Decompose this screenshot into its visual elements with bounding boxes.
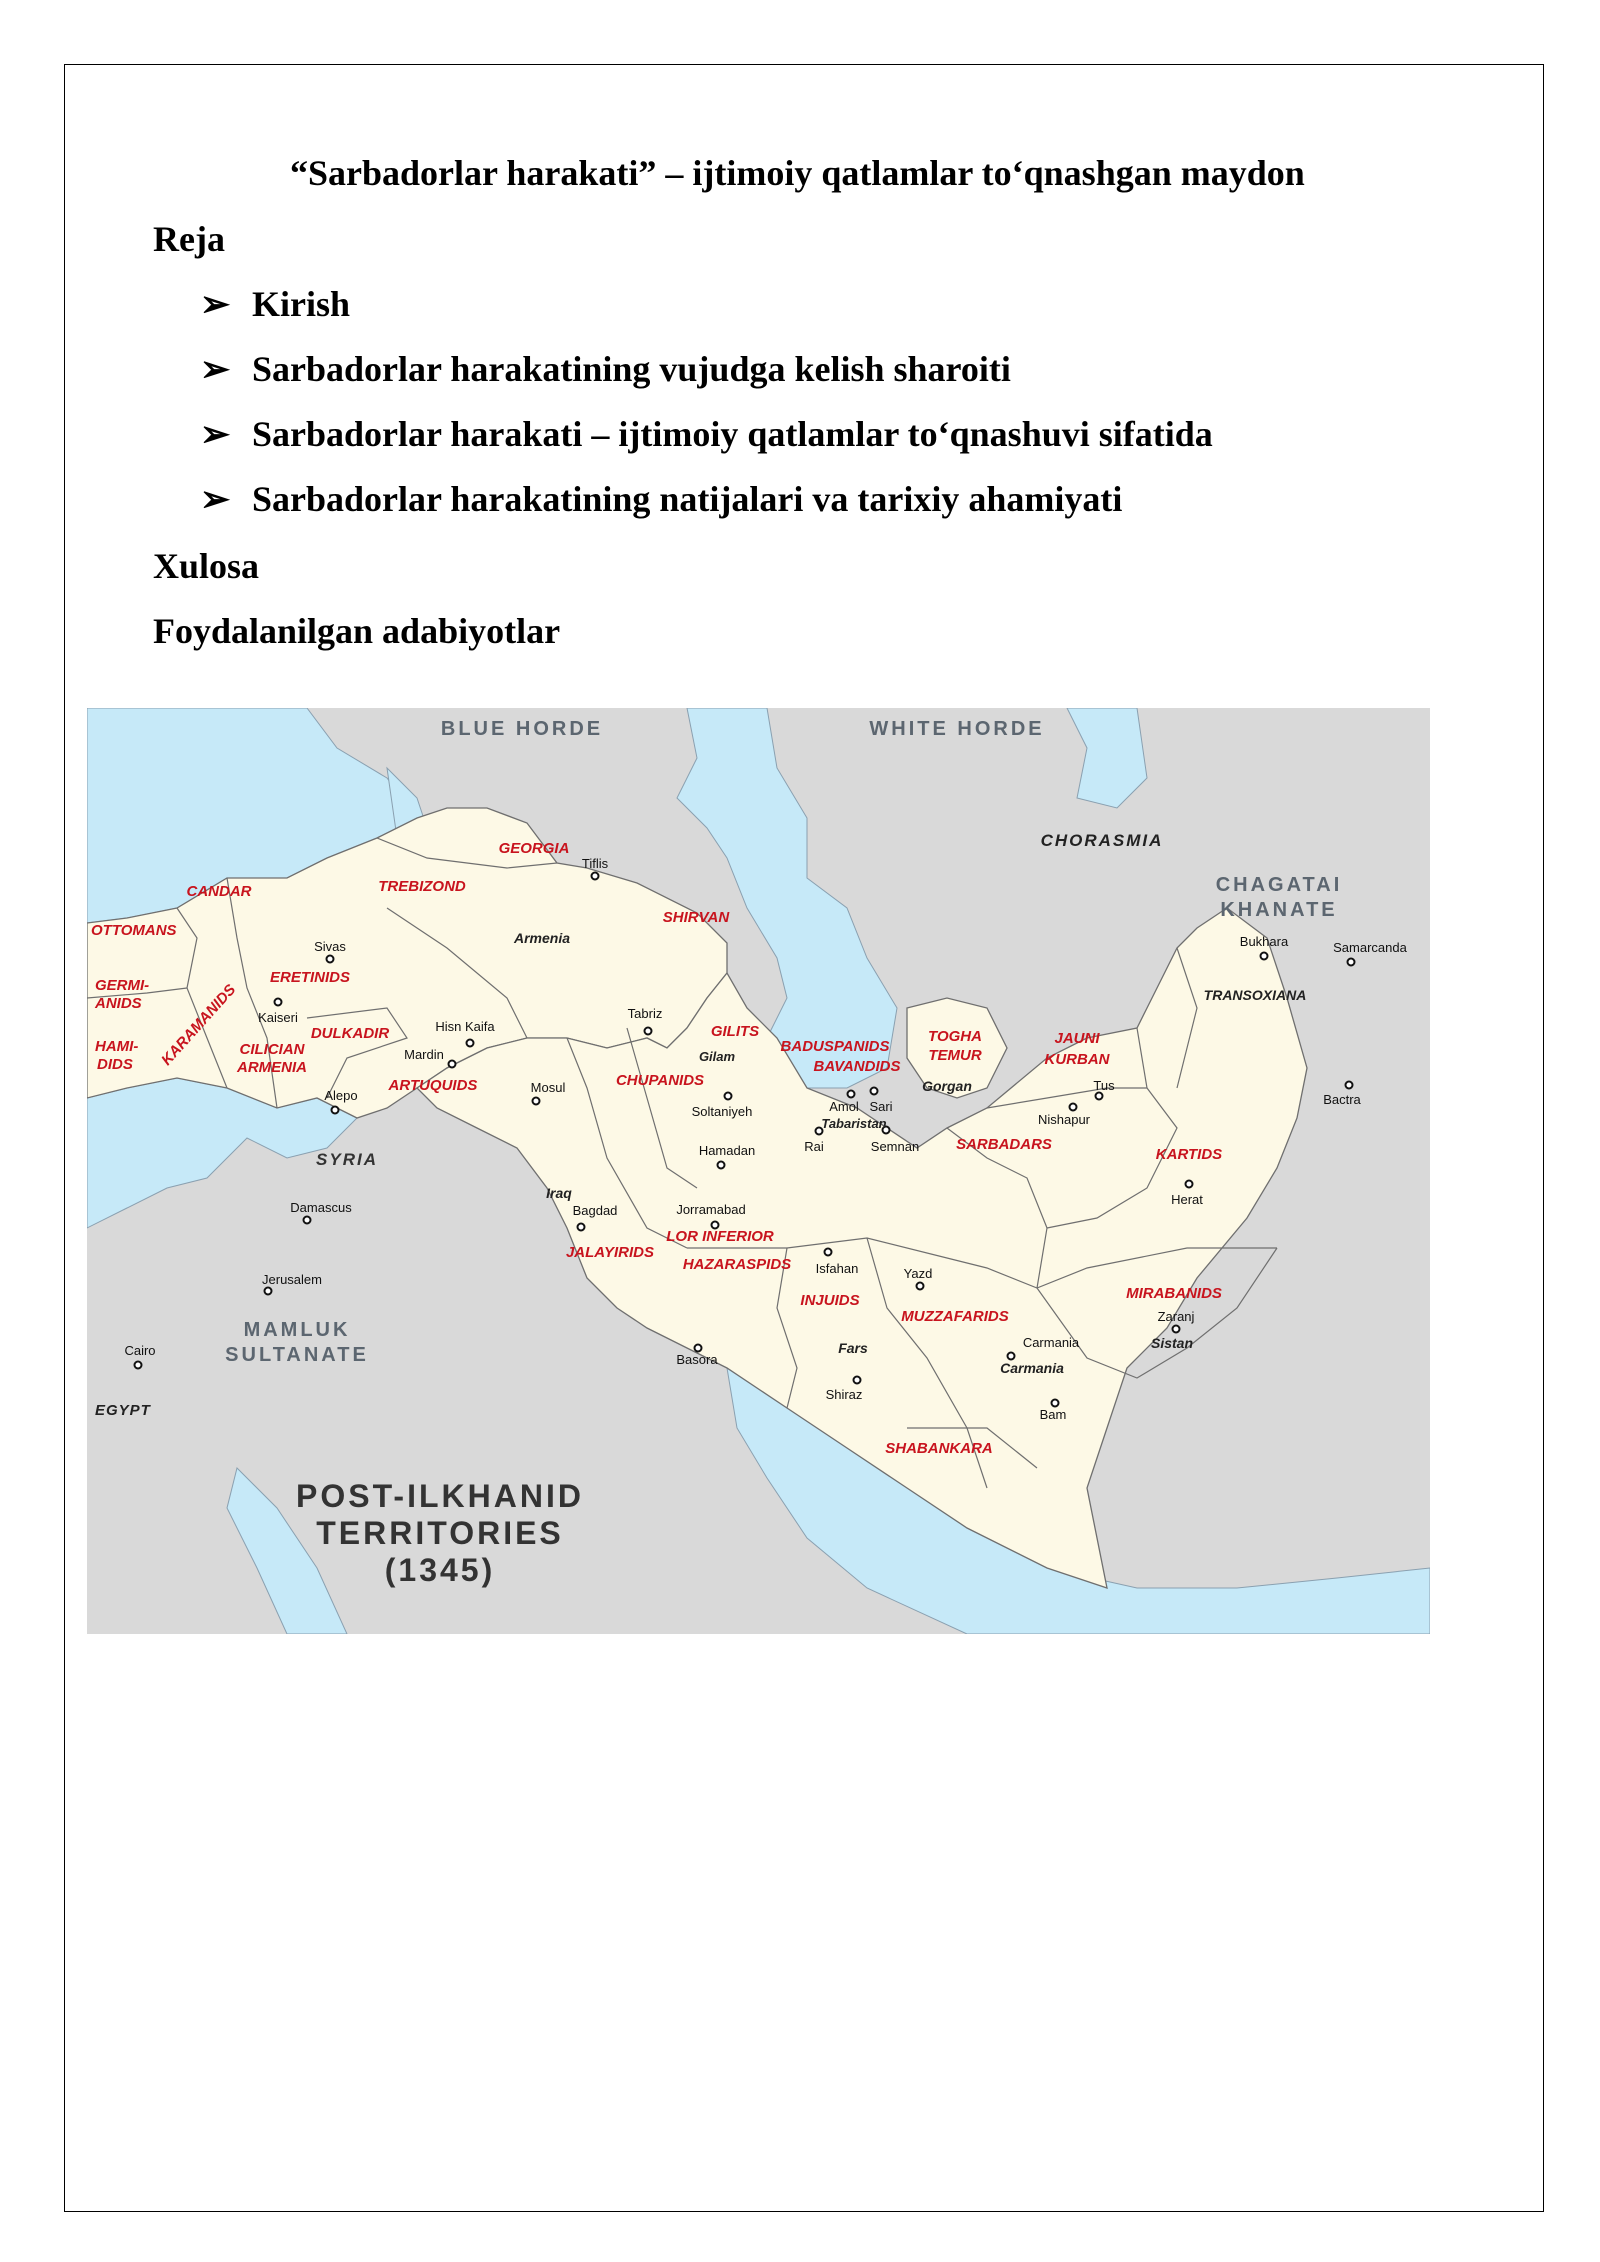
city-dot [917, 1283, 924, 1290]
city-label: Jorramabad [676, 1202, 746, 1217]
map-region-label: TRANSOXIANA [1203, 987, 1307, 1003]
province-label: Iraq [546, 1185, 572, 1201]
city-label: Basora [676, 1352, 718, 1367]
dynasty-label: DULKADIR [310, 1025, 390, 1042]
city-dot [1348, 959, 1355, 966]
city-label: Alepo [324, 1088, 358, 1103]
plan-item-label: Sarbadorlar harakatining natijalari va tarixiy ahamiyati [252, 479, 1123, 519]
dynasty-label: ERETINIDS [269, 969, 351, 986]
province-label: Carmania [1000, 1360, 1064, 1376]
city-label: Hamadan [698, 1143, 756, 1158]
dynasty-label: ARTUQUIDS [388, 1077, 478, 1094]
city-label: Mosul [530, 1080, 566, 1095]
city-label: Herat [1171, 1192, 1203, 1207]
province-label: Fars [838, 1340, 868, 1356]
document-title: “Sarbadorlar harakati” – ijtimoiy qatlamlar to‘qnashgan maydon [290, 153, 1305, 193]
city-label: Bagdad [572, 1203, 618, 1218]
city-label: Hisn Kaifa [435, 1019, 495, 1034]
city-dot [467, 1040, 474, 1047]
city-dot [848, 1091, 855, 1098]
dynasty-label: HAMI- [95, 1038, 139, 1055]
conclusion-heading: Xulosa [153, 546, 260, 586]
city-dot [645, 1028, 652, 1035]
dynasty-label: JALAYIRIDS [565, 1244, 655, 1261]
map-title-line: POST-ILKHANID [296, 1478, 584, 1514]
city-label: Sivas [314, 939, 346, 954]
dynasty-label: GEORGIA [498, 840, 570, 857]
province-label: Tabaristan [821, 1116, 887, 1131]
arrow-bullet-icon: ➢ [200, 414, 231, 454]
city-dot [871, 1088, 878, 1095]
map-region-label: MAMLUK [243, 1319, 351, 1341]
dynasty-label: TREBIZOND [378, 878, 466, 895]
city-label: Cairo [124, 1343, 156, 1358]
plan-item [200, 413, 1213, 455]
dynasty-label: SHABANKARA [885, 1440, 993, 1457]
city-dot [854, 1377, 861, 1384]
city-label: Soltaniyeh [691, 1104, 753, 1119]
city-dot [1070, 1104, 1077, 1111]
plan-item [200, 283, 350, 325]
city-dot [304, 1217, 311, 1224]
dynasty-label: OTTOMANS [91, 922, 177, 939]
arrow-bullet-icon: ➢ [200, 349, 231, 389]
dynasty-label: MIRABANIDS [1126, 1285, 1222, 1302]
city-dot [1052, 1400, 1059, 1407]
arrow-bullet-icon: ➢ [200, 479, 231, 519]
plan-item-label: Kirish [252, 284, 351, 324]
city-dot [712, 1222, 719, 1229]
city-label: Jerusalem [262, 1272, 322, 1287]
city-dot [135, 1362, 142, 1369]
city-dot [275, 999, 282, 1006]
plan-item-label: Sarbadorlar harakatining vujudga kelish sharoiti [252, 349, 1011, 389]
dynasty-label: MUZZAFARIDS [901, 1308, 1009, 1325]
dynasty-label: CHUPANIDS [615, 1072, 705, 1089]
map-region-label: SULTANATE [225, 1344, 369, 1366]
city-dot [1008, 1353, 1015, 1360]
dynasty-label: JAUNI [1054, 1030, 1100, 1047]
city-label: Rai [804, 1139, 824, 1154]
map-title-line: (1345) [384, 1552, 496, 1588]
city-label: Shiraz [825, 1387, 863, 1402]
city-dot [1173, 1326, 1180, 1333]
dynasty-label: KURBAN [1044, 1051, 1110, 1068]
city-label: Bukhara [1239, 934, 1289, 949]
city-label: Carmania [1022, 1335, 1080, 1350]
city-label: Bam [1039, 1407, 1067, 1422]
plan-item [200, 478, 1122, 520]
city-dot [332, 1107, 339, 1114]
dynasty-label: INJUIDS [800, 1292, 860, 1309]
plan-item-label: Sarbadorlar harakati – ijtimoiy qatlamlar to‘qnashuvi sifatida [252, 414, 1213, 454]
city-dot [533, 1098, 540, 1105]
map-region-label: EGYPT [95, 1402, 151, 1419]
references-heading: Foydalanilgan adabiyotlar [153, 611, 561, 651]
province-label: Gilam [698, 1049, 736, 1064]
city-label: Samarcanda [1333, 940, 1407, 955]
city-label: Zaranj [1157, 1309, 1195, 1324]
plan-item [200, 348, 1011, 390]
city-dot [578, 1224, 585, 1231]
city-label: Kaiseri [258, 1010, 298, 1025]
city-label: Semnan [870, 1139, 920, 1154]
city-dot [592, 873, 599, 880]
city-label: Nishapur [1037, 1112, 1091, 1127]
dynasty-label: ARMENIA [237, 1059, 307, 1076]
map-region-label: CHORASMIA [1040, 831, 1164, 850]
city-label: Tabriz [627, 1006, 663, 1021]
city-dot [825, 1249, 832, 1256]
city-dot [449, 1061, 456, 1068]
map-region-label: BLUE HORDE [440, 718, 604, 740]
dynasty-label: ANIDS [95, 995, 142, 1012]
city-dot [1186, 1181, 1193, 1188]
city-label: Bactra [1323, 1092, 1361, 1107]
dynasty-label: TOGHA [928, 1028, 982, 1045]
dynasty-label: HAZARASPIDS [682, 1256, 792, 1273]
dynasty-label: BAVANDIDS [813, 1058, 901, 1075]
city-label: Amol [829, 1099, 859, 1114]
dynasty-label: SHIRVAN [662, 909, 730, 926]
dynasty-label: DIDS [97, 1056, 133, 1073]
dynasty-label: BADUSPANIDS [780, 1038, 890, 1055]
dynasty-label: GILITS [710, 1023, 760, 1040]
city-label: Mardin [404, 1047, 444, 1062]
province-label: Armenia [513, 930, 571, 946]
city-dot [327, 956, 334, 963]
arrow-bullet-icon: ➢ [200, 284, 231, 324]
dynasty-label: CILICIAN [239, 1041, 305, 1058]
city-label: Isfahan [815, 1261, 859, 1276]
map-region-label: SYRIA [316, 1150, 378, 1169]
dynasty-label: TEMUR [928, 1047, 982, 1064]
map-title-line: TERRITORIES [316, 1515, 564, 1551]
dynasty-label: GERMI- [95, 977, 150, 994]
dynasty-label: CANDAR [186, 883, 252, 900]
map-region-label: WHITE HORDE [869, 718, 1045, 740]
dynasty-label: SARBADARS [956, 1136, 1052, 1153]
city-label: Sari [869, 1099, 893, 1114]
city-dot [1096, 1093, 1103, 1100]
post-ilkhanid-map [87, 708, 1430, 1634]
province-label: Sistan [1150, 1335, 1194, 1351]
province-label: Gorgan [922, 1078, 972, 1094]
map-region-label: CHAGATAI [1215, 874, 1343, 896]
city-dot [695, 1345, 702, 1352]
city-label: Tus [1093, 1078, 1115, 1093]
city-dot [1346, 1082, 1353, 1089]
map-region-label: KHANATE [1220, 899, 1338, 921]
city-dot [725, 1093, 732, 1100]
dynasty-label: KARAMANIDS [158, 981, 240, 1069]
plan-heading: Reja [153, 219, 225, 259]
city-dot [718, 1162, 725, 1169]
dynasty-label: LOR INFERIOR [666, 1228, 774, 1245]
dynasty-label: KARTIDS [1155, 1146, 1223, 1163]
city-dot [265, 1288, 272, 1295]
city-label: Yazd [903, 1266, 933, 1281]
city-label: Damascus [290, 1200, 352, 1215]
city-label: Tiflis [581, 856, 609, 871]
city-dot [1261, 953, 1268, 960]
